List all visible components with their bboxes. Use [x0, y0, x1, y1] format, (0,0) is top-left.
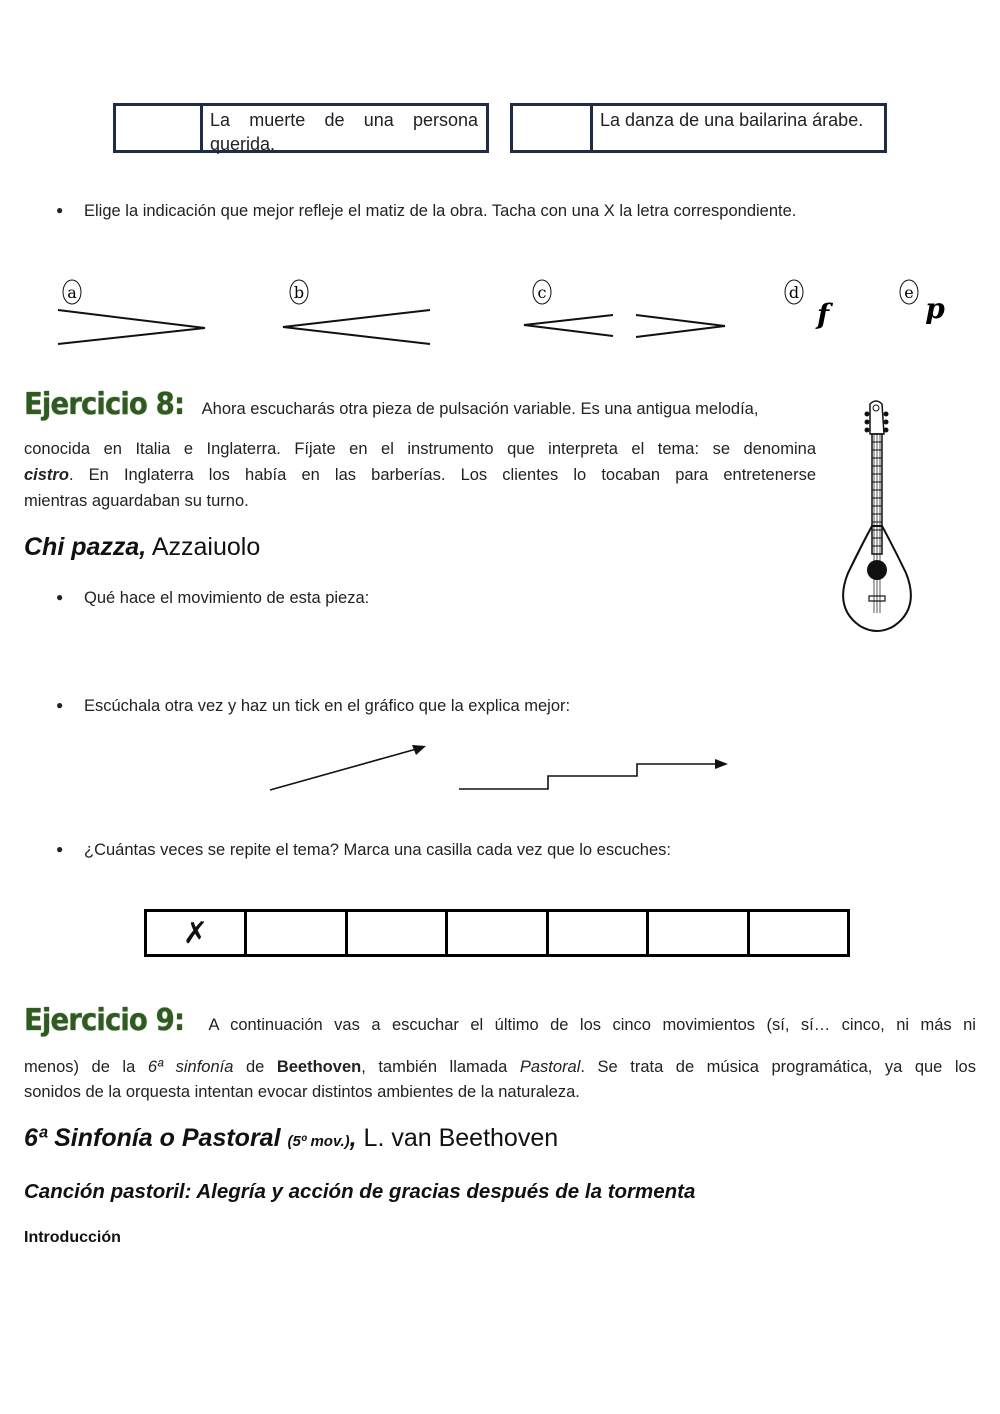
- ex9-line2: [24, 1055, 976, 1081]
- piano-symbol: p: [925, 292, 945, 325]
- tick-cell[interactable]: [750, 912, 848, 954]
- graph-steps-icon[interactable]: [459, 759, 728, 789]
- pastoral-term: Pastoral: [519, 1058, 581, 1076]
- option-b-letter: b: [293, 283, 305, 302]
- tick-cell[interactable]: [549, 912, 650, 954]
- option-e-letter: e: [904, 283, 914, 302]
- option-c[interactable]: [524, 280, 725, 337]
- tempo-graphs: [260, 735, 740, 800]
- option-c-letter: c: [537, 283, 547, 302]
- movement-number: (5º mov.): [287, 1133, 350, 1150]
- crescendo-icon: [524, 315, 613, 336]
- ex9-intro: A continuación vas a escuchar el último de los cinco movimientos (sí, sí… cinco, ni más ni: [208, 1016, 976, 1034]
- bullet-text: Qué hace el movimiento de esta pieza:: [84, 589, 370, 607]
- ex9-text: , también llamada: [361, 1058, 520, 1076]
- ex8-line3: [24, 463, 816, 489]
- bullet-text: Escúchala otra vez y haz un tick en el gráfico que la explica mejor:: [84, 697, 571, 715]
- piece-name: Chi pazza,: [24, 533, 147, 561]
- ex9-text: de: [233, 1058, 277, 1076]
- beethoven-term: Beethoven: [276, 1058, 362, 1076]
- bullet-repeat: [56, 841, 671, 860]
- answer-box-danza: [510, 103, 887, 153]
- bullet-dot: ●: [56, 842, 64, 856]
- symphony-name: 6ª Sinfonía o Pastoral: [24, 1124, 281, 1152]
- ex9-intro-line: [24, 1003, 976, 1039]
- ex9-text: menos) de la: [24, 1058, 148, 1076]
- ex8-piece-title: [24, 533, 260, 562]
- piece-composer: Azzaiuolo: [151, 533, 261, 561]
- cistro-term: cistro: [24, 466, 69, 484]
- option-d[interactable]: [785, 280, 834, 331]
- answer-box-muerte: [113, 103, 489, 153]
- tick-cell[interactable]: [649, 912, 750, 954]
- cistro-icon: [830, 398, 920, 636]
- ex8-line3-rest: . En Inglaterra los había en las barberías. Los clientes lo tocaban para entretenerse: [68, 466, 816, 484]
- dynamics-options: [0, 270, 1000, 360]
- diminuendo-icon: [58, 310, 205, 344]
- bullet-graph: [56, 697, 570, 716]
- option-e[interactable]: [900, 280, 945, 325]
- answer-blank-cell[interactable]: [116, 106, 203, 150]
- sinfonia-term: 6ª sinfonía: [147, 1058, 234, 1076]
- bullet-dot: ●: [56, 203, 64, 217]
- ex8-intro: Ahora escucharás otra pieza de pulsación variable. Es una antigua melodía,: [201, 400, 759, 418]
- option-a-letter: a: [67, 283, 77, 302]
- ex9-heading: Ejercicio 9:: [24, 1003, 185, 1038]
- tick-cell[interactable]: ✗: [147, 912, 247, 954]
- title-comma: ,: [349, 1124, 357, 1152]
- tick-cell[interactable]: [448, 912, 549, 954]
- section-introduccion: Introducción: [24, 1229, 121, 1246]
- option-d-letter: d: [788, 283, 800, 302]
- bullet-text: ¿Cuántas veces se repite el tema? Marca una casilla cada vez que lo escuches:: [84, 841, 671, 859]
- ex8-line4: mientras aguardaban su turno.: [24, 492, 249, 510]
- movement-subtitle: Canción pastoril: Alegría y acción de gracias después de la tormenta: [24, 1180, 696, 1203]
- answer-text: La muerte de una persona querida.: [210, 110, 478, 154]
- repeat-tick-table: [144, 909, 850, 957]
- tick-cell[interactable]: [247, 912, 348, 954]
- graph-gradual-icon[interactable]: [270, 745, 426, 790]
- bullet-movement: [56, 589, 369, 608]
- answer-blank-cell[interactable]: [513, 106, 593, 150]
- bullet-dot: ●: [56, 698, 64, 712]
- tick-cell[interactable]: [348, 912, 449, 954]
- bullet-dot: ●: [56, 590, 64, 604]
- option-a[interactable]: [58, 280, 205, 344]
- diminuendo-icon: [636, 315, 725, 337]
- symphony-composer: L. van Beethoven: [356, 1124, 559, 1152]
- ex9-piece-title: [24, 1124, 558, 1153]
- ex9-text: . Se trata de música programática, ya que los: [580, 1058, 976, 1076]
- ex8-heading: Ejercicio 8:: [24, 387, 185, 422]
- bullet-dynamics: [56, 202, 796, 221]
- forte-symbol: f: [816, 298, 830, 331]
- ex9-line3: sonidos de la orquesta intentan evocar distintos ambientes de la naturaleza.: [24, 1083, 580, 1101]
- crescendo-icon: [283, 310, 430, 344]
- option-b[interactable]: [283, 280, 430, 344]
- answer-text: La danza de una bailarina árabe.: [600, 110, 864, 130]
- ex8-line2: conocida en Italia e Inglaterra. Fíjate en el instrumento que interpreta el tema: se denomina: [24, 440, 816, 458]
- bullet-text: Elige la indicación que mejor refleje el matiz de la obra. Tacha con una X la letra correspondiente.: [84, 202, 797, 220]
- ex8-intro-line: [24, 387, 816, 423]
